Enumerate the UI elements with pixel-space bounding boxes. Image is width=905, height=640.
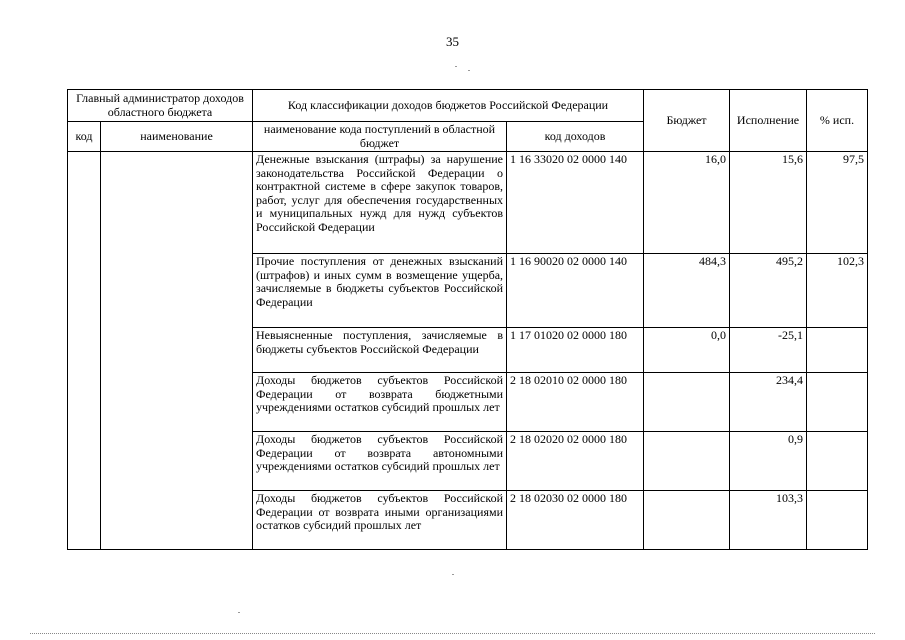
percent-cell bbox=[807, 328, 868, 373]
budget-header: Бюджет bbox=[644, 90, 730, 152]
page-number: 35 bbox=[446, 34, 459, 49]
income-code-cell: 1 16 33020 02 0000 140 bbox=[507, 152, 644, 254]
percent-cell bbox=[807, 491, 868, 550]
execution-cell: -25,1 bbox=[730, 328, 807, 373]
budget-cell bbox=[644, 491, 730, 550]
execution-header: Исполнение bbox=[730, 90, 807, 152]
income-code-cell: 2 18 02020 02 0000 180 bbox=[507, 432, 644, 491]
execution-cell: 103,3 bbox=[730, 491, 807, 550]
income-name-cell: Невыясненные поступления, зачисляемые в бюджеты субъектов Российской Федерации bbox=[253, 328, 507, 373]
execution-cell: 234,4 bbox=[730, 373, 807, 432]
budget-cell: 0,0 bbox=[644, 328, 730, 373]
execution-cell: 0,9 bbox=[730, 432, 807, 491]
income-name-cell: Денежные взыскания (штрафы) за нарушение законодательства Российской Федерации о контрактной системе в сфере закупок товаров, работ, услуг для обеспечения государственных и муниципальных нужд для нужд субъектов Российской Федерации bbox=[253, 152, 507, 254]
budget-cell bbox=[644, 373, 730, 432]
income-code-cell: 1 16 90020 02 0000 140 bbox=[507, 254, 644, 328]
scan-speck bbox=[455, 66, 457, 67]
scan-speck bbox=[238, 612, 240, 613]
income-name-cell: Прочие поступления от денежных взысканий (штрафов) и иных сумм в возмещение ущерба, зачисляемые в бюджеты субъектов Российской Федерации bbox=[253, 254, 507, 328]
scan-speck bbox=[452, 574, 454, 575]
income-code-cell: 2 18 02010 02 0000 180 bbox=[507, 373, 644, 432]
table-row bbox=[68, 152, 868, 254]
table-header bbox=[68, 90, 868, 152]
admin-code-cell bbox=[68, 152, 101, 550]
admin-group-header: Главный администратор доходов областного бюджета bbox=[68, 90, 253, 122]
scan-edge-line bbox=[30, 633, 875, 634]
income-name-cell: Доходы бюджетов субъектов Российской Федерации от возврата иными организациями остатков субсидий прошлых лет bbox=[253, 491, 507, 550]
percent-header: % исп. bbox=[807, 90, 868, 152]
budget-cell: 484,3 bbox=[644, 254, 730, 328]
revenue-table bbox=[67, 89, 868, 550]
percent-cell bbox=[807, 373, 868, 432]
percent-cell: 97,5 bbox=[807, 152, 868, 254]
code-header: код bbox=[68, 122, 101, 152]
admin-name-cell bbox=[101, 152, 253, 550]
income-name-cell: Доходы бюджетов субъектов Российской Федерации от возврата бюджетными учреждениями остатков субсидий прошлых лет bbox=[253, 373, 507, 432]
budget-cell: 16,0 bbox=[644, 152, 730, 254]
income-name-cell: Доходы бюджетов субъектов Российской Федерации от возврата автономными учреждениями остатков субсидий прошлых лет bbox=[253, 432, 507, 491]
classification-group-header: Код классификации доходов бюджетов Российской Федерации bbox=[253, 90, 644, 122]
name-header: наименование bbox=[101, 122, 253, 152]
income-code-cell: 2 18 02030 02 0000 180 bbox=[507, 491, 644, 550]
execution-cell: 495,2 bbox=[730, 254, 807, 328]
percent-cell: 102,3 bbox=[807, 254, 868, 328]
income-code-cell: 1 17 01020 02 0000 180 bbox=[507, 328, 644, 373]
budget-cell bbox=[644, 432, 730, 491]
percent-cell bbox=[807, 432, 868, 491]
income-code-header: код доходов bbox=[507, 122, 644, 152]
income-name-header: наименование кода поступлений в областной бюджет bbox=[253, 122, 507, 152]
scan-speck bbox=[468, 70, 470, 71]
execution-cell: 15,6 bbox=[730, 152, 807, 254]
